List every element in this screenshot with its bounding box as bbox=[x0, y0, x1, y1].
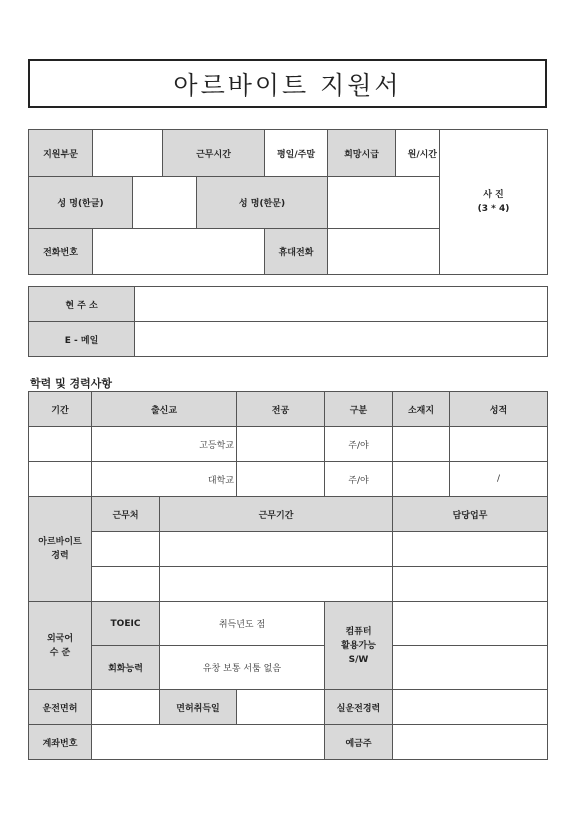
dept-label: 지원부문 bbox=[29, 130, 93, 177]
phone-label: 전화번호 bbox=[29, 229, 93, 275]
header-location: 소재지 bbox=[393, 392, 450, 427]
toeic-label: TOEIC bbox=[92, 602, 160, 646]
header-period: 기간 bbox=[29, 392, 92, 427]
computer-field[interactable] bbox=[393, 602, 548, 646]
address-label: 현 주 소 bbox=[29, 287, 135, 322]
edu-location-field[interactable] bbox=[393, 427, 450, 462]
work-period-field[interactable] bbox=[160, 532, 393, 567]
header-grade: 성적 bbox=[450, 392, 548, 427]
header-major: 전공 bbox=[237, 392, 325, 427]
work-period-field[interactable] bbox=[160, 567, 393, 602]
language-label-line2: 수 준 bbox=[49, 647, 71, 658]
edu-grade[interactable] bbox=[450, 427, 548, 462]
work-place-field[interactable] bbox=[92, 532, 160, 567]
edu-school[interactable]: 대학교 bbox=[92, 462, 237, 497]
computer-label bbox=[325, 602, 393, 690]
language-label-line1: 외국어 bbox=[46, 633, 74, 644]
photo-label: 사 진 bbox=[483, 190, 504, 200]
holder-field[interactable] bbox=[393, 725, 548, 760]
edu-school[interactable]: 고등학교 bbox=[92, 427, 237, 462]
wage-field[interactable] bbox=[396, 130, 440, 177]
email-field[interactable] bbox=[135, 322, 548, 357]
edu-grade[interactable]: / bbox=[450, 462, 548, 497]
edu-major-field[interactable] bbox=[237, 427, 325, 462]
work-duty-field[interactable] bbox=[393, 532, 548, 567]
wage-unit: 원/시간 bbox=[407, 149, 437, 160]
computer-field[interactable] bbox=[393, 646, 548, 690]
conversation-label: 회화능력 bbox=[92, 646, 160, 690]
work-place-field[interactable] bbox=[92, 567, 160, 602]
phone-field[interactable] bbox=[93, 229, 265, 275]
work-label-line1: 아르바이트 bbox=[38, 537, 82, 547]
address-field[interactable] bbox=[135, 287, 548, 322]
hours-label: 근무시간 bbox=[163, 130, 265, 177]
edu-type[interactable]: 주/야 bbox=[325, 462, 393, 497]
name-cn-field[interactable] bbox=[328, 177, 440, 229]
mobile-field[interactable] bbox=[328, 229, 440, 275]
photo-size: (3 * 4) bbox=[477, 204, 510, 214]
license-field[interactable] bbox=[92, 690, 160, 725]
edu-location-field[interactable] bbox=[393, 462, 450, 497]
license-label: 운전면허 bbox=[29, 690, 92, 725]
address-table bbox=[28, 286, 548, 357]
name-kr-field[interactable] bbox=[133, 177, 197, 229]
driving-exp-field[interactable] bbox=[393, 690, 548, 725]
wage-label: 희망시급 bbox=[328, 130, 396, 177]
language-label bbox=[29, 602, 92, 690]
work-header-period: 근무기간 bbox=[160, 497, 393, 532]
header-type: 구분 bbox=[325, 392, 393, 427]
email-label: E - 메일 bbox=[29, 322, 135, 357]
account-field[interactable] bbox=[92, 725, 325, 760]
name-kr-label: 성 명(한글) bbox=[29, 177, 133, 229]
computer-label-line2: 활용가능 bbox=[341, 640, 376, 651]
edu-major-field[interactable] bbox=[237, 462, 325, 497]
work-label-line2: 경력 bbox=[51, 551, 69, 561]
toeic-value[interactable]: 취득년도 점 bbox=[160, 602, 325, 646]
computer-label-line1: 컴퓨터 bbox=[345, 626, 372, 637]
edu-type[interactable]: 주/야 bbox=[325, 427, 393, 462]
mobile-label: 휴대전화 bbox=[265, 229, 328, 275]
photo-area bbox=[440, 130, 548, 275]
account-label: 계좌번호 bbox=[29, 725, 92, 760]
hours-value[interactable]: 평일/주말 bbox=[265, 130, 328, 177]
driving-exp-label: 실운전경력 bbox=[325, 690, 393, 725]
work-duty-field[interactable] bbox=[393, 567, 548, 602]
edu-period-field[interactable] bbox=[29, 462, 92, 497]
conversation-value[interactable]: 유창 보통 서툼 없음 bbox=[160, 646, 325, 690]
license-date-field[interactable] bbox=[237, 690, 325, 725]
section-title: 학력 및 경력사항 bbox=[30, 377, 113, 390]
computer-label-line3: S/W bbox=[348, 654, 369, 665]
edu-period-field[interactable] bbox=[29, 427, 92, 462]
license-date-label: 면허취득일 bbox=[160, 690, 237, 725]
applicant-table bbox=[28, 129, 548, 275]
work-header-place: 근무처 bbox=[92, 497, 160, 532]
work-label bbox=[29, 497, 92, 602]
career-table bbox=[28, 391, 548, 760]
holder-label: 예금주 bbox=[325, 725, 393, 760]
form-title: 아르바이트 지원서 bbox=[28, 59, 547, 108]
header-school: 출신교 bbox=[92, 392, 237, 427]
work-header-duty: 담당업무 bbox=[393, 497, 548, 532]
dept-field[interactable] bbox=[93, 130, 163, 177]
name-cn-label: 성 명(한문) bbox=[197, 177, 328, 229]
